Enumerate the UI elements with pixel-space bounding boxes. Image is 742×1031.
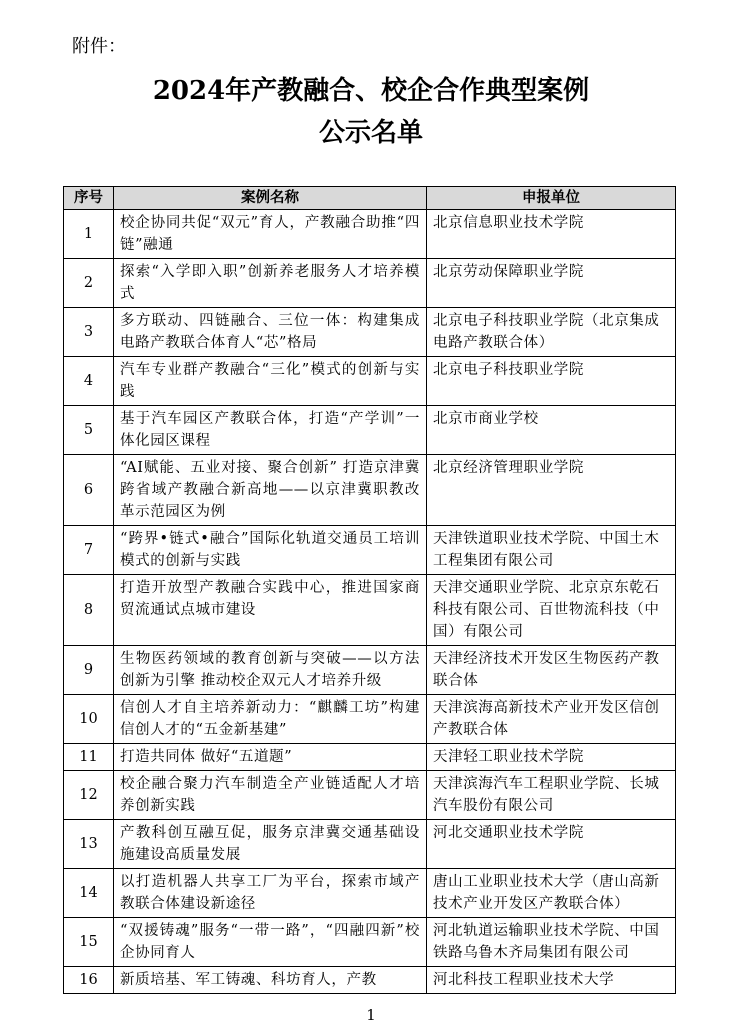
row-number: 5 bbox=[64, 406, 114, 455]
row-number: 11 bbox=[64, 744, 114, 771]
case-name: 多方联动、四链融合、三位一体：构建集成电路产教联合体育人“芯”格局 bbox=[114, 308, 427, 357]
row-number: 15 bbox=[64, 918, 114, 967]
applicant-unit: 天津滨海汽车工程职业学院、长城汽车股份有限公司 bbox=[427, 771, 676, 820]
case-name: “跨界•链式•融合”国际化轨道交通员工培训模式的创新与实践 bbox=[114, 526, 427, 575]
table-row bbox=[64, 308, 676, 357]
table-row bbox=[64, 259, 676, 308]
row-number: 2 bbox=[64, 259, 114, 308]
case-name: 校企融合聚力汽车制造全产业链适配人才培养创新实践 bbox=[114, 771, 427, 820]
table-row bbox=[64, 771, 676, 820]
table-row bbox=[64, 646, 676, 695]
table-row bbox=[64, 967, 676, 994]
case-name: 以打造机器人共享工厂为平台，探索市域产教联合体建设新途径 bbox=[114, 869, 427, 918]
table-row bbox=[64, 406, 676, 455]
table-row bbox=[64, 918, 676, 967]
row-number: 3 bbox=[64, 308, 114, 357]
applicant-unit: 北京市商业学校 bbox=[427, 406, 676, 455]
case-name: 产教科创互融互促，服务京津冀交通基础设施建设高质量发展 bbox=[114, 820, 427, 869]
table-row bbox=[64, 210, 676, 259]
row-number: 7 bbox=[64, 526, 114, 575]
document-title: 2024年产教融合、校企合作典型案例 bbox=[152, 76, 590, 106]
table-body bbox=[64, 210, 676, 994]
table-row bbox=[64, 820, 676, 869]
applicant-unit: 天津经济技术开发区生物医药产教联合体 bbox=[427, 646, 676, 695]
attachment-label: 附件： bbox=[72, 36, 126, 57]
page-number: 1 bbox=[366, 1006, 376, 1024]
row-number: 6 bbox=[64, 455, 114, 526]
case-name: “双援铸魂”服务“一带一路”，“四融四新”校企协同育人 bbox=[114, 918, 427, 967]
applicant-unit: 北京经济管理职业学院 bbox=[427, 455, 676, 526]
applicant-unit: 北京电子科技职业学院（北京集成电路产教联合体） bbox=[427, 308, 676, 357]
row-number: 12 bbox=[64, 771, 114, 820]
applicant-unit: 河北轨道运输职业技术学院、中国铁路乌鲁木齐局集团有限公司 bbox=[427, 918, 676, 967]
case-name: 信创人才自主培养新动力：“麒麟工坊”构建信创人才的“五金新基建” bbox=[114, 695, 427, 744]
case-name: 汽车专业群产教融合“三化”模式的创新与实践 bbox=[114, 357, 427, 406]
column-header-case-name: 案例名称 bbox=[114, 187, 427, 210]
applicant-unit: 天津轻工职业技术学院 bbox=[427, 744, 676, 771]
column-header-unit: 申报单位 bbox=[427, 187, 676, 210]
case-name: 探索“入学即入职”创新养老服务人才培养模式 bbox=[114, 259, 427, 308]
applicant-unit: 北京信息职业技术学院 bbox=[427, 210, 676, 259]
row-number: 9 bbox=[64, 646, 114, 695]
case-name: 新质培基、军工铸魂、科坊育人，产教 bbox=[114, 967, 427, 994]
case-name: “AI赋能、五业对接、聚合创新” 打造京津冀跨省域产教融合新高地——以京津冀职教改革示范园区为例 bbox=[114, 455, 427, 526]
table-row bbox=[64, 357, 676, 406]
row-number: 10 bbox=[64, 695, 114, 744]
applicant-unit: 天津交通职业学院、北京京东乾石科技有限公司、百世物流科技（中国）有限公司 bbox=[427, 575, 676, 646]
table-row bbox=[64, 526, 676, 575]
table-row bbox=[64, 455, 676, 526]
row-number: 4 bbox=[64, 357, 114, 406]
column-header-number: 序号 bbox=[64, 187, 114, 210]
case-name: 打造共同体 做好“五道题” bbox=[114, 744, 427, 771]
table-row bbox=[64, 744, 676, 771]
table-row bbox=[64, 575, 676, 646]
row-number: 8 bbox=[64, 575, 114, 646]
applicant-unit: 天津铁道职业技术学院、中国土木工程集团有限公司 bbox=[427, 526, 676, 575]
table-row bbox=[64, 869, 676, 918]
applicant-unit: 天津滨海高新技术产业开发区信创产教联合体 bbox=[427, 695, 676, 744]
row-number: 1 bbox=[64, 210, 114, 259]
case-list-table bbox=[63, 186, 676, 994]
table-row bbox=[64, 695, 676, 744]
applicant-unit: 北京电子科技职业学院 bbox=[427, 357, 676, 406]
row-number: 16 bbox=[64, 967, 114, 994]
case-name: 基于汽车园区产教联合体，打造“产学训”一体化园区课程 bbox=[114, 406, 427, 455]
applicant-unit: 唐山工业职业技术大学（唐山高新技术产业开发区产教联合体） bbox=[427, 869, 676, 918]
document-subtitle: 公示名单 bbox=[318, 118, 423, 148]
table-header-row bbox=[64, 187, 676, 210]
row-number: 13 bbox=[64, 820, 114, 869]
case-name: 打造开放型产教融合实践中心，推进国家商贸流通试点城市建设 bbox=[114, 575, 427, 646]
applicant-unit: 河北交通职业技术学院 bbox=[427, 820, 676, 869]
applicant-unit: 北京劳动保障职业学院 bbox=[427, 259, 676, 308]
case-name: 生物医药领域的教育创新与突破——以方法创新为引擎 推动校企双元人才培养升级 bbox=[114, 646, 427, 695]
case-name: 校企协同共促“双元”育人，产教融合助推“四链”融通 bbox=[114, 210, 427, 259]
row-number: 14 bbox=[64, 869, 114, 918]
applicant-unit: 河北科技工程职业技术大学 bbox=[427, 967, 676, 994]
